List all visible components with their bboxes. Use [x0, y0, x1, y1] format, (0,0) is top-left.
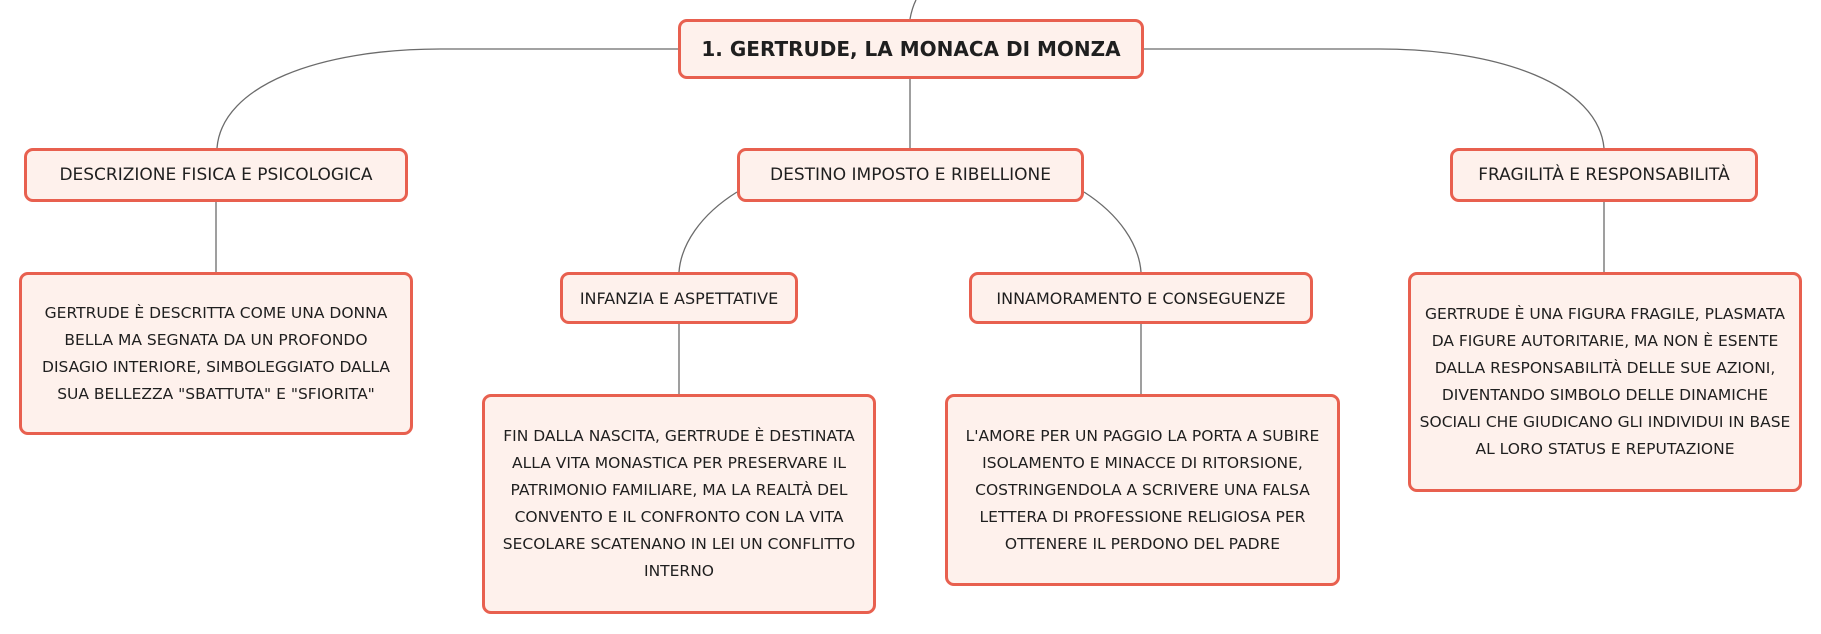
leaf-node-innamoramento[interactable] [945, 394, 1340, 586]
leaf-text: L'AMORE PER UN PAGGIO LA PORTA A SUBIRE ISOLAMENTO E MINACCE DI RITORSIONE, COSTRINGENDOLA A SCRIVERE UNA FALSA LETTERA DI PROFESSIONE RELIGIOSA PER OTTENERE IL PERDONO DEL PADRE [965, 426, 1320, 553]
root-topic-label: 1. GERTRUDE, LA MONACA DI MONZA [701, 37, 1121, 61]
topic-node-destino[interactable] [737, 148, 1084, 202]
subtopic-node-innamoramento[interactable] [969, 272, 1313, 324]
leaf-text: GERTRUDE È UNA FIGURA FRAGILE, PLASMATA DA FIGURE AUTORITARIE, MA NON È ESENTE DALLA RESPONSABILITÀ DELLE SUE AZIONI, DIVENTANDO SIMBOLO DELLE DINAMICHE SOCIALI CHE GIUDICANO GLI INDIVIDUI IN BASE AL LORO STATUS E REPUTAZIONE [1419, 305, 1791, 458]
leaf-node-infanzia[interactable] [482, 394, 876, 614]
root-topic-node[interactable] [678, 19, 1144, 79]
subtopic-label: INFANZIA E ASPETTATIVE [579, 288, 779, 308]
leaf-text: FIN DALLA NASCITA, GERTRUDE È DESTINATA ALLA VITA MONASTICA PER PRESERVARE IL PATRIMONIO FAMILIARE, MA LA REALTÀ DEL CONVENTO E IL CONFRONTO CON LA VITA SECOLARE SCATENANO IN LEI UN CONFLITTO INTERNO [502, 427, 856, 580]
leaf-text: GERTRUDE È DESCRITTA COME UNA DONNA BELLA MA SEGNATA DA UN PROFONDO DISAGIO INTERIORE, SIMBOLEGGIATO DALLA SUA BELLEZZA "SBATTUTA" E "SFIORITA" [42, 303, 390, 403]
connector-root-fragilita [1144, 49, 1604, 148]
leaf-node-fragilita[interactable] [1408, 272, 1802, 492]
topic-node-fragilita[interactable] [1450, 148, 1758, 202]
topic-label: DESTINO IMPOSTO E RIBELLIONE [770, 165, 1051, 185]
connector-destino-infanzia [679, 192, 737, 272]
connector-destino-innamoramento [1084, 192, 1141, 272]
subtopic-node-infanzia[interactable] [560, 272, 798, 324]
topic-label: DESCRIZIONE FISICA E PSICOLOGICA [59, 165, 373, 185]
connector-root-desc [217, 49, 678, 148]
subtopic-label: INNAMORAMENTO E CONSEGUENZE [996, 288, 1286, 308]
topic-label: FRAGILITÀ E RESPONSABILITÀ [1478, 165, 1730, 185]
topic-node-descrizione[interactable] [24, 148, 408, 202]
leaf-node-descrizione[interactable] [19, 272, 413, 435]
connector-parent [910, 0, 916, 19]
